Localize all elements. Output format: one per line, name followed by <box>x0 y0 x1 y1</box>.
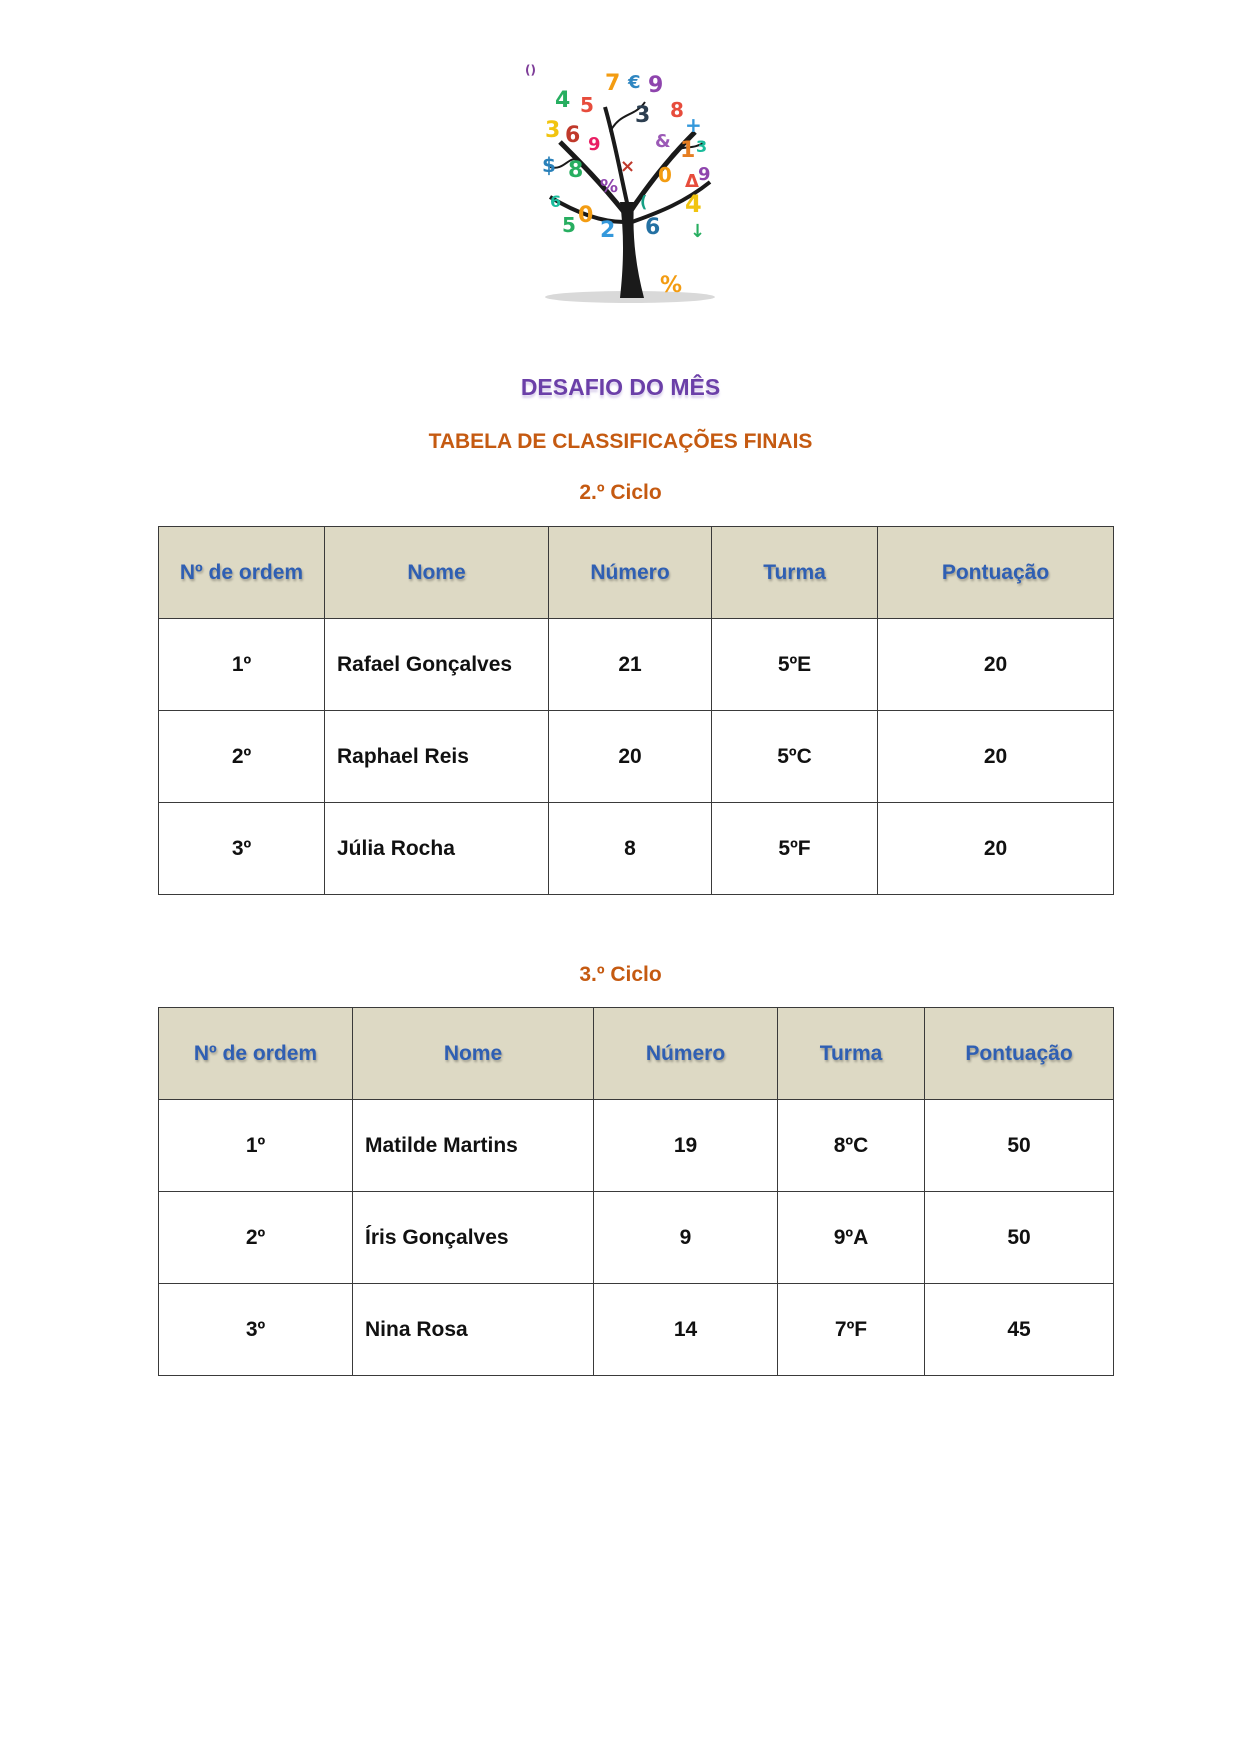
svg-text:4: 4 <box>685 190 702 218</box>
table-row <box>159 803 1114 895</box>
rank-cell: 1º <box>159 1100 353 1192</box>
score-cell: 20 <box>878 619 1114 711</box>
column-header-number: Número <box>549 527 712 619</box>
column-header-rank: Nº de ordem <box>159 527 325 619</box>
table-row <box>159 619 1114 711</box>
page-title: DESAFIO DO MÊS <box>520 374 721 400</box>
class-cell: 5ºF <box>712 803 878 895</box>
number-cell: 19 <box>594 1100 778 1192</box>
score-cell: 50 <box>925 1192 1114 1284</box>
number-cell: 9 <box>594 1192 778 1284</box>
score-cell: 50 <box>925 1100 1114 1192</box>
class-cell: 8ºC <box>778 1100 925 1192</box>
svg-text:(: ( <box>640 192 648 211</box>
svg-text:8: 8 <box>568 158 584 183</box>
table-row <box>159 1192 1114 1284</box>
svg-text:5: 5 <box>562 213 576 237</box>
number-tree-icon <box>520 62 740 308</box>
class-cell: 7ºF <box>778 1284 925 1376</box>
rank-cell: 3º <box>159 803 325 895</box>
svg-text:3: 3 <box>696 137 708 156</box>
svg-text:Δ: Δ <box>685 171 699 192</box>
svg-text:(): () <box>525 63 536 77</box>
number-cell: 8 <box>549 803 712 895</box>
svg-text:6: 6 <box>550 192 562 211</box>
svg-text:+: + <box>685 113 702 137</box>
table-header-row <box>159 527 1114 619</box>
page-subtitle: TABELA DE CLASSIFICAÇÕES FINAIS <box>428 430 813 453</box>
svg-text:€: € <box>628 72 641 93</box>
svg-text:%: % <box>660 273 683 298</box>
number-cell: 14 <box>594 1284 778 1376</box>
svg-text:9: 9 <box>588 134 601 155</box>
class-cell: 9ºA <box>778 1192 925 1284</box>
name-cell: Raphael Reis <box>325 711 549 803</box>
svg-text:9: 9 <box>698 164 711 185</box>
results-table-2-ciclo <box>158 526 1114 895</box>
svg-text:%: % <box>600 176 619 197</box>
svg-text:↓: ↓ <box>690 221 706 242</box>
svg-text:4: 4 <box>555 88 571 113</box>
svg-text:2: 2 <box>600 218 616 243</box>
class-cell: 5ºE <box>712 619 878 711</box>
score-cell: 20 <box>878 803 1114 895</box>
name-cell: Júlia Rocha <box>325 803 549 895</box>
svg-text:1: 1 <box>680 138 696 163</box>
table-row <box>159 1284 1114 1376</box>
rank-cell: 3º <box>159 1284 353 1376</box>
cycle-title-3: 3.º Ciclo <box>579 963 662 986</box>
score-cell: 45 <box>925 1284 1114 1376</box>
column-header-score: Pontuação <box>925 1008 1114 1100</box>
rank-cell: 2º <box>159 1192 353 1284</box>
svg-text:0: 0 <box>658 163 672 187</box>
column-header-number: Número <box>594 1008 778 1100</box>
svg-text:9: 9 <box>648 73 664 98</box>
results-table-3-ciclo <box>158 1007 1114 1376</box>
column-header-name: Nome <box>353 1008 594 1100</box>
column-header-class: Turma <box>712 527 878 619</box>
svg-text:$: $ <box>542 153 556 177</box>
svg-text:0: 0 <box>578 203 594 228</box>
column-header-rank: Nº de ordem <box>159 1008 353 1100</box>
number-tree-logo <box>520 62 740 308</box>
number-cell: 21 <box>549 619 712 711</box>
number-cell: 20 <box>549 711 712 803</box>
name-cell: Íris Gonçalves <box>353 1192 594 1284</box>
name-cell: Nina Rosa <box>353 1284 594 1376</box>
column-header-class: Turma <box>778 1008 925 1100</box>
svg-text:3: 3 <box>545 118 561 143</box>
svg-text:5: 5 <box>580 93 594 117</box>
svg-text:7: 7 <box>605 71 621 96</box>
table-header-row <box>159 1008 1114 1100</box>
name-cell: Matilde Martins <box>353 1100 594 1192</box>
table-row <box>159 1100 1114 1192</box>
column-header-name: Nome <box>325 527 549 619</box>
table-row <box>159 711 1114 803</box>
column-header-score: Pontuação <box>878 527 1114 619</box>
name-cell: Rafael Gonçalves <box>325 619 549 711</box>
cycle-title-2: 2.º Ciclo <box>579 481 662 504</box>
rank-cell: 2º <box>159 711 325 803</box>
svg-text:&: & <box>655 131 671 152</box>
class-cell: 5ºC <box>712 711 878 803</box>
score-cell: 20 <box>878 711 1114 803</box>
svg-text:6: 6 <box>645 215 661 240</box>
svg-text:8: 8 <box>670 98 684 122</box>
rank-cell: 1º <box>159 619 325 711</box>
svg-text:3: 3 <box>635 103 651 128</box>
svg-text:×: × <box>620 156 636 177</box>
svg-text:6: 6 <box>565 123 581 148</box>
